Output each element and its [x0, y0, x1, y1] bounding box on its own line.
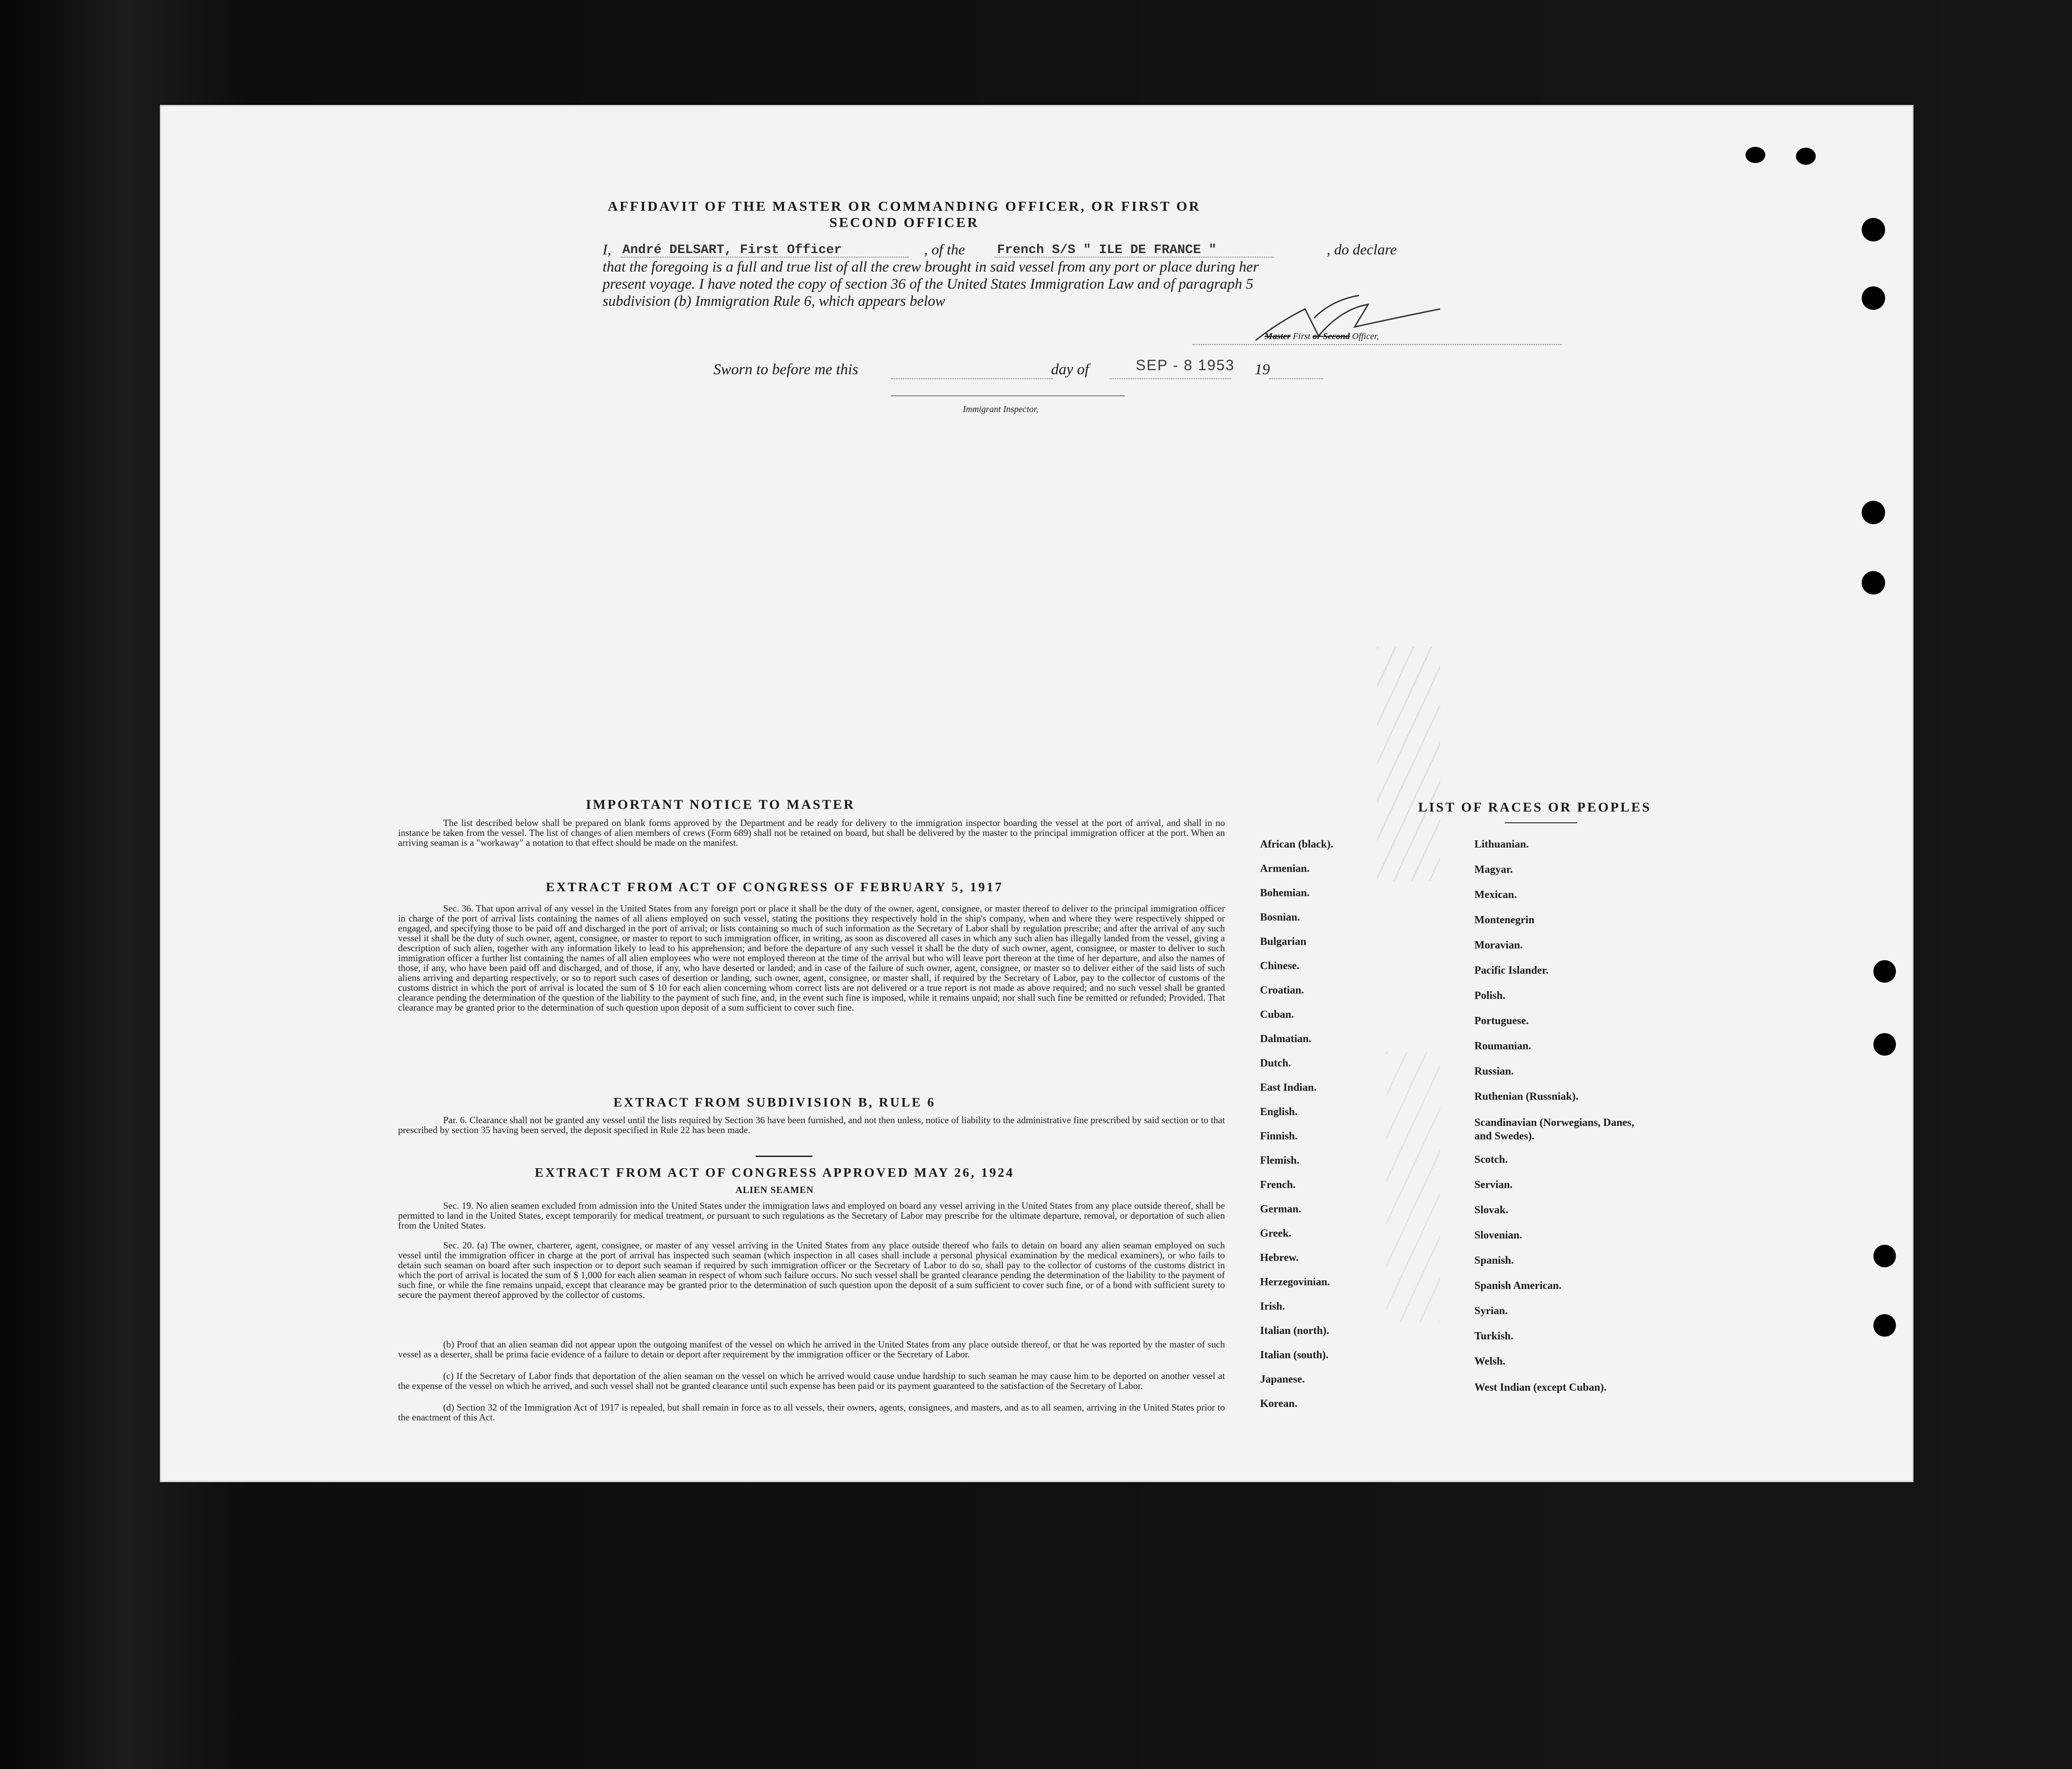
race-item: African (black).: [1260, 839, 1333, 850]
date-stamp: SEP - 8 1953: [1136, 357, 1235, 373]
binder-hole: [1862, 218, 1885, 241]
binder-hole: [1746, 147, 1765, 163]
affidavit-line-1: [603, 241, 1593, 259]
race-item: Pacific Islander.: [1474, 965, 1549, 976]
binder-hole: [1873, 960, 1896, 983]
extract-1924-b: (b) Proof that an alien seaman did not appear upon the outgoing manifest of the vessel on which he arrived in the United States from any place outside thereof, or that he was reported by the master of such vessel as a deserter, shall be prima facie evidence of a failure to detain or deport after requirement by the immigration officer or the Secretary of Labor.: [398, 1339, 1225, 1360]
race-item: Bohemian.: [1260, 887, 1310, 899]
extract-1917-body: Sec. 36. That upon arrival of any vessel in the United States from any foreign port or place it shall be the duty of the owner, agent, consignee, or master thereof to deliver to the principal immigration officer in charge of the port of arrival lists containing the names of all aliens employed on such vessel, stating the positions they respectively hold in the ship's company, when and where they were respectively shipped or engaged, and specifying those to be paid off and discharged in the port of arrival; or lists containing so much of such information as the Secretary of Labor shall by regulation prescribe; and after the arrival of any such vessel it shall be the duty of such owner, agent, consignee, or master to report to such immigration officer, in writing, as soon as discovered all cases in which any such alien has illegally landed from the vessel, giving a description of such alien, together with any information likely to lead to his apprehension; and before the departure of any such vessel it shall be the duty of such owner, agent, consignee, or master to deliver to such immigration officer a further list containing the names of all alien employees who were not employed thereon at the time of the arrival but who will leave port thereon at the time of her departure, and also the names of those, if any, who have been paid off and discharged, and of those, if any, who have deserted or landed; and in case of the failure of such owner, agent, consignee, or master so to deliver either of the said lists of such aliens arriving and departing respectively, or so to report such cases of desertion or landing, such owner, agent, consignee, or master shall, if required by the Secretary of Labor, pay to the collector of customs of the customs district in which the port of arrival is located the sum of $ 10 for each alien concerning whom correct lists are not delivered or a true report is not made as above required; and no such vessel shall be granted clearance pending the determination of the question of the liability to the payment of such fine, and, in the event such fine is imposed, while it remains unpaid; nor shall such fine be remitted or refunded; Provided. That clearance may be granted prior to the determination of such question upon deposit of a sum sufficient to cover such fine.: [398, 903, 1225, 1013]
race-item: Scotch.: [1474, 1154, 1508, 1166]
race-item: Finnish.: [1260, 1130, 1298, 1142]
extract-1924-d: (d) Section 32 of the Immigration Act of 1917 is repealed, but shall remain in force as to all vessels, their owners, agents, consignees, and masters, and as to all seamen, arriving in the United States prior to the enactment of this Act.: [398, 1402, 1225, 1423]
race-item: Mexican.: [1474, 889, 1517, 901]
caption-officer: Officer,: [1352, 331, 1379, 341]
race-item: Cuban.: [1260, 1009, 1294, 1021]
binder-hole: [1862, 571, 1885, 594]
binder-hole: [1873, 1245, 1896, 1267]
extract-1917-title: EXTRACT FROM ACT OF CONGRESS OF FEBRUARY 5, 1917: [546, 880, 1003, 894]
officer-name: André DELSART, First Officer: [622, 242, 842, 257]
notice-title: IMPORTANT NOTICE TO MASTER: [585, 797, 856, 812]
race-item: Portuguese.: [1474, 1015, 1529, 1027]
race-item: Italian (north).: [1260, 1325, 1329, 1337]
race-item: Armenian.: [1260, 863, 1310, 875]
race-item: Bulgarian: [1260, 936, 1306, 948]
race-item: Slovak.: [1474, 1204, 1509, 1216]
race-item: Japanese.: [1260, 1374, 1305, 1385]
race-item: Scandinavian (Norwegians, Danes, and Swedes).: [1474, 1117, 1634, 1142]
races-title: LIST OF RACES OR PEOPLES: [1418, 800, 1651, 815]
extract-1924-sec20: Sec. 20. (a) The owner, charterer, agent, consignee, or master of any vessel arriving in the United States from any place outside thereof who fails to detain on board any alien seaman employed on such vessel until the immigration officer in charge at the port of arrival has inspected such seaman (which inspection in all cases shall include a personal physical examination by the medical examiners), or who fails to detain such seaman on board after such inspection or to deport such seaman if required by such immigration officer or the Secretary of Labor to do so, shall pay to the collector of customs of the customs district in which the port of arrival is located the sum of $ 1,000 for each alien seaman in respect of whom such failure occurs. No such vessel shall be granted clearance pending the determination of the liability to the payment of such fine, or while the fine remains unpaid, except that clearance may be granted prior to the determination of such question upon the deposit of a sum sufficient to cover such fine, or of a bond with sufficient surety to secure the payment thereof approved by the collector of customs.: [398, 1240, 1225, 1300]
race-item: East Indian.: [1260, 1082, 1317, 1093]
extract-1924-sec19: Sec. 19. No alien seamen excluded from admission into the United States under the immigration laws and employed on board any vessel arriving in the United States from any place outside thereof, shall be permitted to land in the United States, except temporarily for medical treatment, or pursuant to such regulations as the Secretary of Labor may prescribe for the ultimate departure, removal, or deportation of such alien from the United States.: [398, 1200, 1225, 1231]
race-item: Slovenian.: [1474, 1229, 1523, 1241]
caption-first: First: [1292, 331, 1310, 341]
binder-hole: [1862, 286, 1885, 310]
affidavit-line-4: subdivision (b) Immigration Rule 6, which appears below: [603, 293, 945, 309]
bleed-through-marks: [1386, 1052, 1440, 1322]
race-item: Montenegrin: [1474, 914, 1535, 926]
race-item: West Indian (except Cuban).: [1474, 1382, 1607, 1393]
bleed-through-marks: [1377, 647, 1440, 881]
race-item: Greek.: [1260, 1228, 1292, 1239]
race-item: Flemish.: [1260, 1155, 1300, 1166]
year-text: 19: [1255, 361, 1270, 378]
race-item: Korean.: [1260, 1398, 1297, 1410]
inspector-caption: Immigrant Inspector,: [963, 404, 1038, 414]
race-item: Magyar.: [1474, 864, 1513, 875]
race-item: Croatian.: [1260, 984, 1304, 996]
race-item: Chinese.: [1260, 960, 1300, 972]
affidavit-of-the: , of the: [924, 242, 965, 258]
notice-body: The list described below shall be prepared on blank forms approved by the Department and be ready for delivery to the immigration inspector boarding the vessel at the port of arrival, and shall in no instance be taken from the vessel. The list of changes of alien members of crews (Form 689) shall not be retained on board, but shall be delivered by the master to the principal immigration officer at the port. When an arriving seaman is a "workaway" a notation to that effect should be made on the manifest.: [398, 817, 1225, 848]
affidavit-title: AFFIDAVIT OF THE MASTER OR COMMANDING OFFICER, OR FIRST OR SECOND OFFICER: [608, 198, 1201, 230]
extract-rule6-title: EXTRACT FROM SUBDIVISION B, RULE 6: [613, 1095, 936, 1110]
race-item: Servian.: [1474, 1179, 1513, 1191]
race-item: Spanish.: [1474, 1255, 1514, 1266]
document-page: [161, 106, 1912, 1481]
sworn-text: Sworn to before me this: [713, 361, 858, 378]
race-item: Russian.: [1474, 1066, 1514, 1077]
caption-master-struck: Master: [1265, 331, 1291, 341]
race-item: Dutch.: [1260, 1057, 1291, 1069]
vessel-name: French S/S " ILE DE FRANCE ": [997, 242, 1217, 257]
race-item: Syrian.: [1474, 1305, 1508, 1317]
race-item: Roumanian.: [1474, 1040, 1532, 1052]
race-item: Polish.: [1474, 990, 1505, 1002]
extract-rule6-body: Par. 6. Clearance shall not be granted any vessel until the lists required by Section 36 have been furnished, and not then unless, notice of liability to the administrative fine prescribed by said section or to that prescribed by section 35 having been served, the deposit specified in Rule 22 has been made.: [398, 1115, 1225, 1135]
race-item: Turkish.: [1474, 1330, 1514, 1342]
affidavit-line-2: that the foregoing is a full and true list of all the crew brought in said vessel from any port or place during her: [603, 259, 1259, 275]
day-of-text: day of: [1051, 361, 1089, 378]
race-item: Herzegovinian.: [1260, 1276, 1330, 1288]
race-item: Welsh.: [1474, 1356, 1505, 1367]
race-item: Hebrew.: [1260, 1252, 1299, 1264]
extract-1924-title: EXTRACT FROM ACT OF CONGRESS APPROVED MAY 26, 1924: [535, 1166, 1015, 1180]
binder-hole: [1873, 1314, 1896, 1337]
binder-hole: [1873, 1033, 1896, 1056]
race-item: Moravian.: [1474, 939, 1523, 951]
extract-1924-c: (c) If the Secretary of Labor finds that deportation of the alien seaman on the vessel on which he arrived would cause undue hardship to such seaman he may cause him to be deported on another vessel at the expense of the vessel on which he arrived, and such vessel shall not be granted clearance until such expense has been paid or its payment guaranteed to the satisfaction of the Secretary of Labor.: [398, 1370, 1225, 1391]
race-item: French.: [1260, 1179, 1296, 1191]
binder-hole: [1796, 148, 1816, 165]
race-item: Spanish American.: [1474, 1280, 1562, 1292]
race-item: Bosnian.: [1260, 912, 1300, 923]
race-item: English.: [1260, 1106, 1298, 1118]
race-item: Italian (south).: [1260, 1349, 1329, 1361]
race-item: Ruthenian (Russniak).: [1474, 1091, 1578, 1102]
caption-second-struck: or Second: [1312, 331, 1350, 341]
race-item: Dalmatian.: [1260, 1033, 1311, 1045]
affidavit-do-declare: , do declare: [1327, 242, 1397, 258]
race-item: German.: [1260, 1203, 1301, 1215]
race-item: Lithuanian.: [1474, 839, 1529, 850]
affidavit-line-3: present voyage. I have noted the copy of section 36 of the United States Immigration Law and of paragraph 5: [603, 276, 1254, 292]
extract-1924-subtitle: ALIEN SEAMEN: [735, 1184, 814, 1195]
binder-hole: [1862, 501, 1885, 524]
officer-caption: [1265, 331, 1379, 342]
affidavit-i: I,: [603, 242, 612, 258]
race-item: Irish.: [1260, 1301, 1285, 1312]
